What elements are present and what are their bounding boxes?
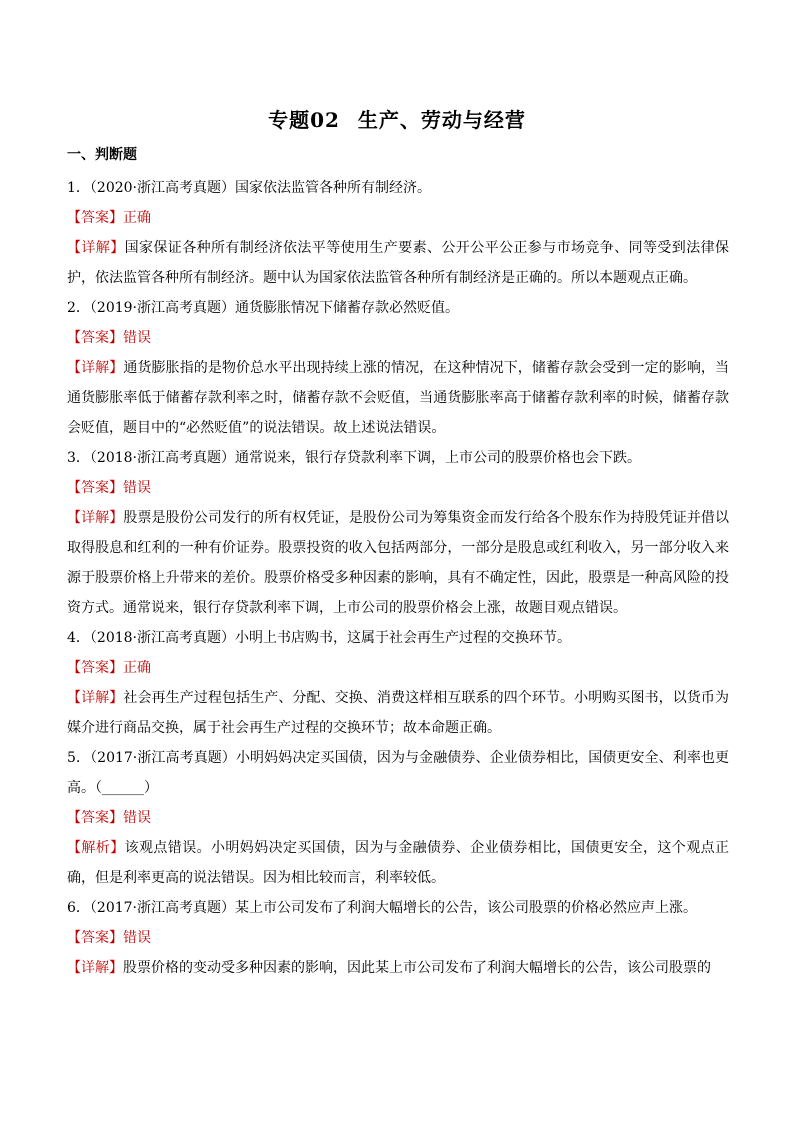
detail-paragraph — [67, 683, 729, 743]
detail-paragraph — [67, 833, 729, 893]
question-text: 4．（2018·浙江高考真题）小明上书店购书，这属于社会再生产过程的交换环节。 — [67, 630, 571, 646]
answer-line — [67, 473, 729, 503]
page-title — [0, 104, 794, 133]
detail-text: 社会再生产过程包括生产、分配、交换、消费这样相互联系的四个环节。小明购买图书，以货币为媒介进行商品交换，属于社会再生产过程的交换环节；故本命题正确。 — [67, 690, 730, 736]
title-topic-number: 专题02 — [268, 108, 340, 132]
detail-tag: 【解析】 — [67, 840, 125, 856]
question-text: 2．（2019·浙江高考真题）通货膨胀情况下储蓄存款必然贬值。 — [67, 300, 459, 316]
detail-text: 该观点错误。小明妈妈决定买国债，因为与金融债券、企业债券相比，国债更安全，这个观点正确，但是利率更高的说法错误。因为相比较而言，利率较低。 — [67, 840, 730, 886]
detail-tag: 【详解】 — [67, 360, 124, 376]
question-text: 6．（2017·浙江高考真题）某上市公司发布了利润大幅增长的公告，该公司股票的价格必然应声上涨。 — [67, 900, 697, 916]
answer-value: 错误 — [123, 330, 151, 346]
question-item-2 — [67, 293, 729, 443]
answer-tag: 【答案】 — [67, 930, 123, 946]
answer-line — [67, 923, 729, 953]
question-item-3 — [67, 443, 729, 623]
detail-tag: 【详解】 — [67, 960, 123, 976]
detail-text: 股票是股份公司发行的所有权凭证，是股份公司为筹集资金而发行给各个股东作为持股凭证并借以取得股息和红利的一种有价证券。股票投资的收入包括两部分，一部分是股息或红利收入，另一部分收入来源于股票价格上升带来的差价。股票价格受多种因素的影响，具有不确定性，因此，股票是一种高风险的投资方式。通常说来，银行存贷款利率下调，上市公司的股票价格会上涨，故题目观点错误。 — [67, 510, 730, 616]
detail-text: 通货膨胀指的是物价总水平出现持续上涨的情况，在这种情况下，储蓄存款会受到一定的影响，当通货膨胀率低于储蓄存款利率之时，储蓄存款不会贬值，当通货膨胀率高于储蓄存款利率的时候，储蓄存款会贬值，题目中的“必然贬值”的说法错误。故上述说法错误。 — [67, 360, 730, 436]
question-item-4 — [67, 623, 729, 743]
question-item-6 — [67, 893, 729, 983]
answer-tag: 【答案】 — [67, 210, 123, 226]
answer-line — [67, 203, 729, 233]
detail-tag: 【详解】 — [67, 240, 125, 256]
detail-text: 国家保证各种所有制经济依法平等使用生产要素、公开公平公正参与市场竞争、同等受到法律保护，依法监管各种所有制经济。题中认为国家依法监管各种所有制经济是正确的。所以本题观点正确。 — [67, 240, 730, 286]
answer-value: 错误 — [123, 810, 151, 826]
question-text: 3．（2018·浙江高考真题）通常说来，银行存贷款利率下调，上市公司的股票价格也会下跌。 — [67, 450, 641, 466]
section-heading: 一、判断题 — [67, 147, 137, 163]
detail-paragraph — [67, 233, 729, 293]
answer-value: 错误 — [123, 930, 151, 946]
answer-line — [67, 803, 729, 833]
question-item-5 — [67, 743, 729, 893]
answer-value: 错误 — [123, 480, 151, 496]
answer-tag: 【答案】 — [67, 480, 123, 496]
detail-tag: 【详解】 — [67, 510, 124, 526]
answer-tag: 【答案】 — [67, 810, 123, 826]
detail-paragraph — [67, 353, 729, 443]
document-body — [67, 142, 729, 983]
answer-value: 正确 — [123, 660, 151, 676]
answer-tag: 【答案】 — [67, 330, 123, 346]
detail-text: 股票价格的变动受多种因素的影响，因此某上市公司发布了利润大幅增长的公告，该公司股票的 — [123, 960, 711, 976]
question-text: 1．（2020·浙江高考真题）国家依法监管各种所有制经济。 — [67, 180, 431, 196]
detail-tag: 【详解】 — [67, 690, 124, 706]
answer-tag: 【答案】 — [67, 660, 123, 676]
title-topic-name: 生产、劳动与经营 — [357, 108, 526, 132]
question-text: 5．（2017·浙江高考真题）小明妈妈决定买国债，因为与金融债券、企业债券相比，国债更安全、利率也更高。（______） — [67, 750, 729, 796]
answer-line — [67, 323, 729, 353]
detail-paragraph — [67, 953, 729, 983]
detail-paragraph — [67, 503, 729, 623]
question-item-1 — [67, 173, 729, 293]
answer-value: 正确 — [123, 210, 151, 226]
answer-line — [67, 653, 729, 683]
